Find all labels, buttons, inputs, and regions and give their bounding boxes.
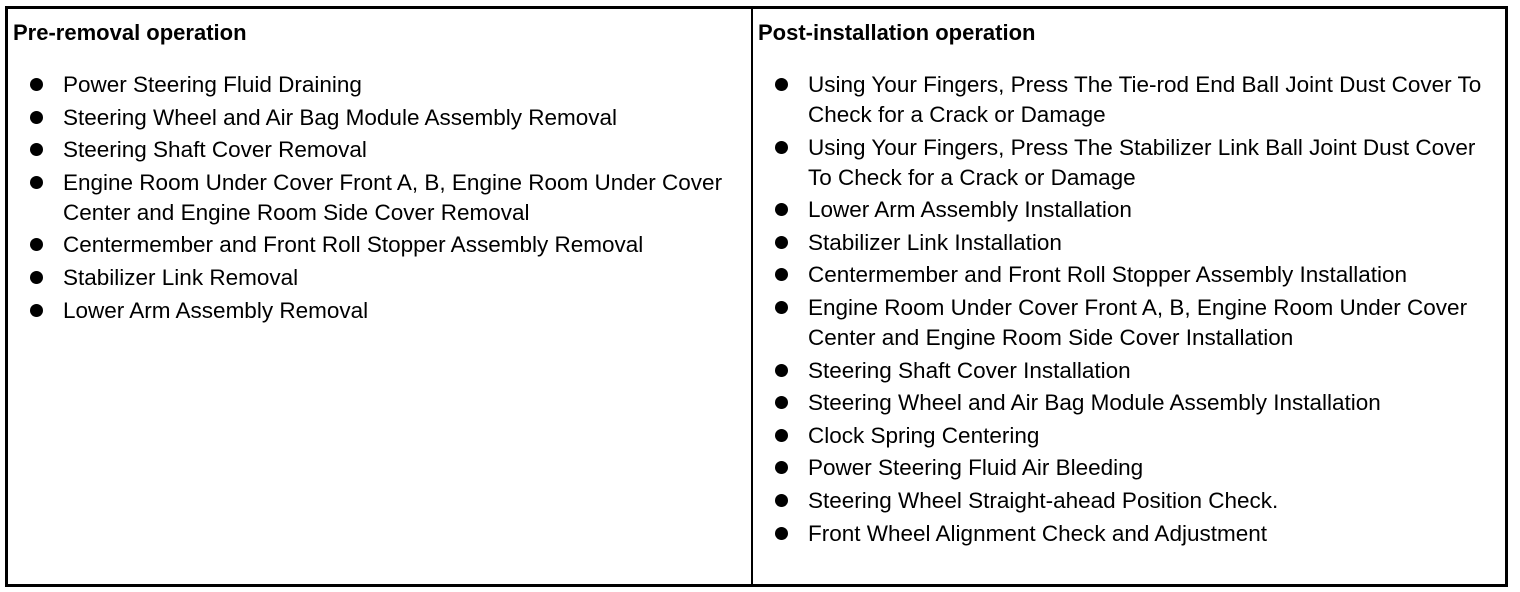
list-item-text: Centermember and Front Roll Stopper Assembly Installation <box>808 262 1408 288</box>
list-item <box>753 421 1505 451</box>
bullet-icon <box>775 527 788 540</box>
list-item-text: Steering Wheel Straight-ahead Position Check. <box>808 487 1279 513</box>
list-item-text: Steering Shaft Cover Removal <box>63 137 367 163</box>
list-item-text: Steering Wheel and Air Bag Module Assembly Removal <box>63 104 618 130</box>
list-item <box>753 356 1505 386</box>
bullet-icon <box>30 78 43 91</box>
list-item-text: Power Steering Fluid Draining <box>63 72 362 97</box>
bullet-icon <box>775 429 788 442</box>
bullet-icon <box>30 176 43 189</box>
bullet-icon <box>30 111 43 124</box>
list-item <box>753 260 1505 290</box>
list-item-text: Power Steering Fluid Air Bleeding <box>808 455 1144 481</box>
bullet-icon <box>30 143 43 156</box>
list-item-text: Front Wheel Alignment Check and Adjustment <box>808 520 1267 546</box>
list-item-text: Lower Arm Assembly Installation <box>808 197 1132 223</box>
bullet-icon <box>775 396 788 409</box>
post-installation-title: Post-installation operation <box>758 20 1036 45</box>
bullet-icon <box>30 304 43 317</box>
list-item <box>753 293 1505 353</box>
list-item <box>8 230 751 260</box>
bullet-icon <box>775 301 788 314</box>
bullet-icon <box>30 271 43 284</box>
list-item-text: Engine Room Under Cover Front A, B, Engine Room Under Cover Center and Engine Room Side Cover Installation <box>808 294 1468 350</box>
list-item <box>8 263 751 293</box>
pre-removal-title: Pre-removal operation <box>13 20 247 45</box>
bullet-icon <box>775 364 788 377</box>
list-item-text: Engine Room Under Cover Front A, B, Engine Room Under Cover Center and Engine Room Side Cover Removal <box>63 169 723 225</box>
bullet-icon <box>775 461 788 474</box>
list-item <box>753 486 1505 516</box>
list-item <box>8 168 751 228</box>
operations-table <box>5 6 1508 587</box>
pre-removal-list <box>8 70 751 326</box>
list-item-text: Clock Spring Centering <box>808 422 1040 448</box>
list-item <box>753 228 1505 258</box>
list-item-text: Steering Wheel and Air Bag Module Assembly Installation <box>808 390 1381 416</box>
bullet-icon <box>775 203 788 216</box>
bullet-icon <box>775 141 788 154</box>
list-item <box>753 453 1505 483</box>
list-item <box>753 195 1505 225</box>
list-item-text: Using Your Fingers, Press The Stabilizer Link Ball Joint Dust Cover To Check for a Crack or Damage <box>808 134 1476 190</box>
list-item <box>753 519 1505 549</box>
post-installation-column <box>753 9 1505 584</box>
bullet-icon <box>775 268 788 281</box>
post-installation-list <box>753 70 1505 549</box>
list-item <box>753 388 1505 418</box>
list-item <box>8 135 751 165</box>
list-item-text: Stabilizer Link Installation <box>808 229 1062 255</box>
list-item-text: Steering Shaft Cover Installation <box>808 357 1131 383</box>
bullet-icon <box>775 236 788 249</box>
pre-removal-column <box>8 9 753 584</box>
list-item-text: Stabilizer Link Removal <box>63 264 299 290</box>
list-item <box>753 133 1505 193</box>
list-item-text: Centermember and Front Roll Stopper Assembly Removal <box>63 232 644 258</box>
list-item <box>753 70 1505 130</box>
bullet-icon <box>775 494 788 507</box>
bullet-icon <box>30 238 43 251</box>
list-item <box>8 70 751 100</box>
list-item <box>8 103 751 133</box>
list-item-text: Using Your Fingers, Press The Tie-rod End Ball Joint Dust Cover To Check for a Crack or Damage <box>808 72 1482 127</box>
list-item-text: Lower Arm Assembly Removal <box>63 297 369 323</box>
bullet-icon <box>775 78 788 91</box>
list-item <box>8 296 751 326</box>
